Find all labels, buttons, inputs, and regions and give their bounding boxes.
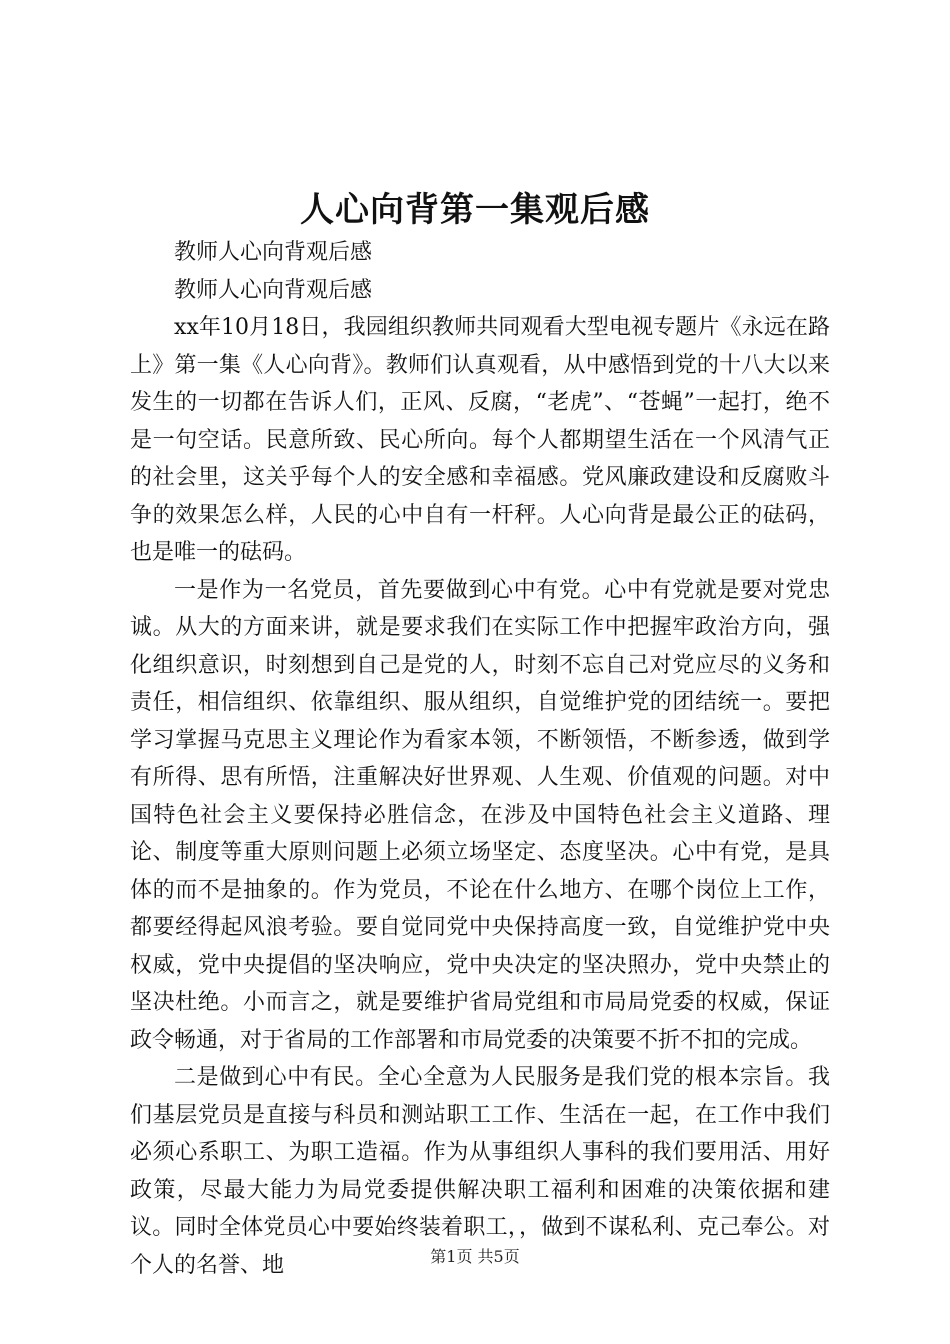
subtitle-line: 教师人心向背观后感 (174, 240, 373, 265)
document-title: 人心向背第一集观后感 (300, 190, 650, 230)
body-paragraph: 一是作为一名党员，首先要做到心中有党。心中有党就是要对党忠诚。从大的方面来讲，就是要求我们在实际工作中把握牢政治方向，强化组织意识，时刻想到自己是党的人，时刻不忘自己对党应尽的义务和责任，相信组织、依靠组织、服从组织，自觉维护党的团结统一。要把学习掌握马克思主义理论作为看家本领，不断领悟，不断参透，做到学有所得、思有所悟，注重解决好世界观、人生观、价值观的问题。对中国特色社会主义要保持必胜信念，在涉及中国特色社会主义道路、理论、制度等重大原则问题上必须立场坚定、态度坚决。心中有党，是具体的而不是抽象的。作为党员，不论在什么地方、在哪个岗位上工作，都要经得起风浪考验。要自觉同党中央保持高度一致，自觉维护党中央权威，党中央提倡的坚决响应，党中央决定的坚决照办，党中央禁止的坚决杜绝。小而言之，就是要维护省局党组和市局局党委的权威，保证政令畅通，对于省局的工作部署和市局党委的决策要不折不扣的完成。 (130, 577, 830, 1053)
body-paragraph: xx年10月18日，我园组织教师共同观看大型电视专题片《永远在路上》第一集《人心向背》。教师们认真观看，从中感悟到党的十八大以来发生的一切都在告诉人们，正风、反腐，“老虎”、“苍蝇”一起打，绝不是一句空话。民意所致、民心所向。每个人都期望生活在一个风清气正的社会里，这关乎每个人的安全感和幸福感。党风廉政建设和反腐败斗争的效果怎么样，人民的心中自有一杆秤。人心向背是最公正的砝码，也是唯一的砝码。 (130, 315, 830, 565)
subtitle-line: 教师人心向背观后感 (174, 277, 373, 303)
body-paragraph: 二是做到心中有民。全心全意为人民服务是我们党的根本宗旨。我们基层党员是直接与科员和测站职工工作、生活在一起，在工作中我们必须心系职工、为职工造福。作为从事组织人事科的我们要用活、用好政策，尽最大能力为局党委提供解决职工福利和困难的决策依据和建议。同时全体党员心中要始终装着职工，，做到不谋私利、克己奉公。对个人的名誉、地 (130, 1065, 830, 1278)
page-footer: 第1页 共5页 (430, 1247, 520, 1266)
document-body (130, 234, 830, 1284)
